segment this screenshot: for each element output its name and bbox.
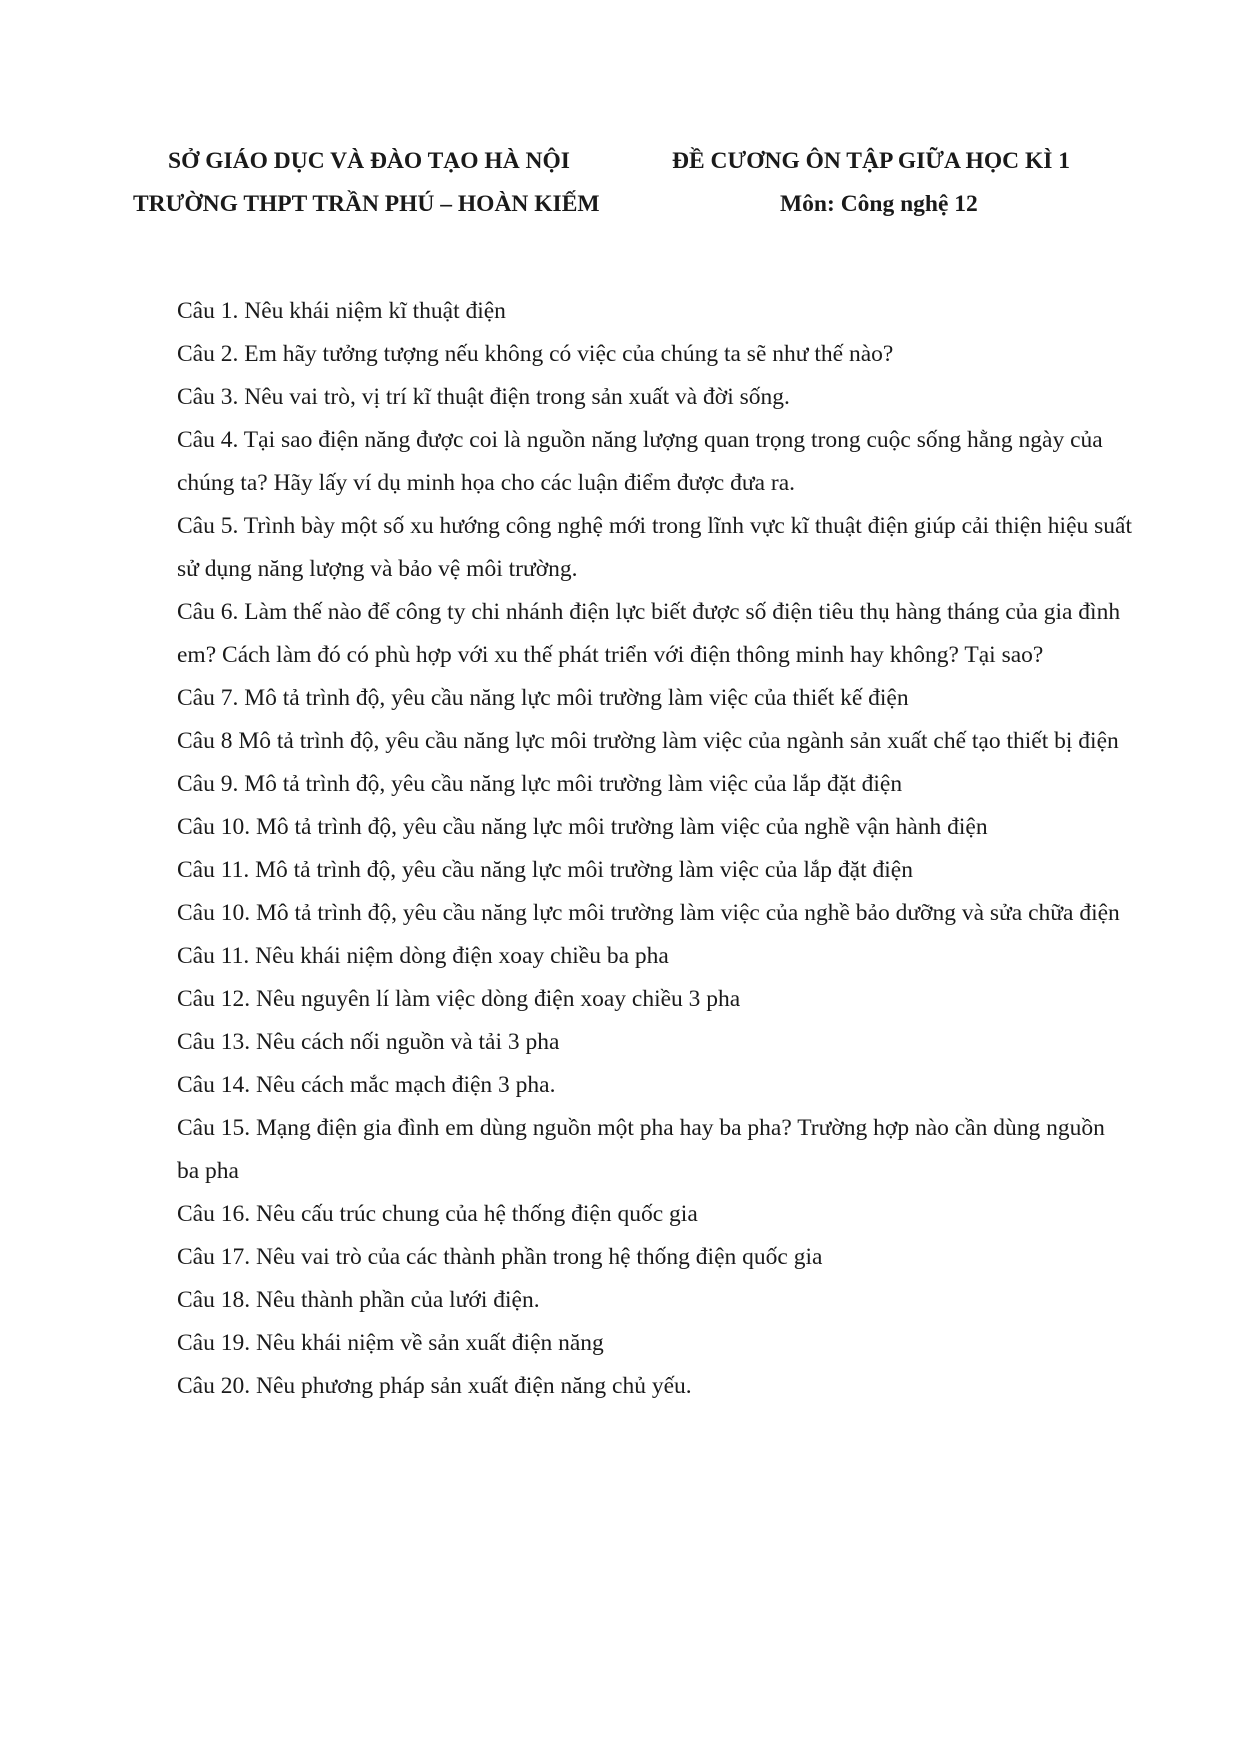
question-item: Câu 8 Mô tả trình độ, yêu cầu năng lực môi trường làm việc của ngành sản xuất chế tạo thiết bị điện xyxy=(177,728,1119,754)
question-item: Câu 17. Nêu vai trò của các thành phần trong hệ thống điện quốc gia xyxy=(177,1244,823,1270)
question-list xyxy=(177,290,1132,1408)
question-item: Câu 5. Trình bày một số xu hướng công nghệ mới trong lĩnh vực kĩ thuật điện giúp cải thiện hiệu suất sử dụng năng lượng và bảo vệ môi trường. xyxy=(177,513,1132,582)
department-name: SỞ GIÁO DỤC VÀ ĐÀO TẠO HÀ NỘI xyxy=(168,148,570,174)
question-item: Câu 14. Nêu cách mắc mạch điện 3 pha. xyxy=(177,1072,556,1098)
question-item: Câu 6. Làm thế nào để công ty chi nhánh điện lực biết được số điện tiêu thụ hàng tháng của gia đình em? Cách làm đó có phù hợp với xu thế phát triển với điện thông minh hay không? Tại sao? xyxy=(177,599,1121,668)
question-item: Câu 10. Mô tả trình độ, yêu cầu năng lực môi trường làm việc của nghề bảo dưỡng và sửa chữa điện xyxy=(177,900,1120,926)
question-item: Câu 11. Nêu khái niệm dòng điện xoay chiều ba pha xyxy=(177,943,669,969)
question-item: Câu 4. Tại sao điện năng được coi là nguồn năng lượng quan trọng trong cuộc sống hằng ngày của chúng ta? Hãy lấy ví dụ minh họa cho các luận điểm được đưa ra. xyxy=(177,427,1103,496)
document-title: ĐỀ CƯƠNG ÔN TẬP GIỮA HỌC KÌ 1 xyxy=(672,148,1071,174)
subject-label: Môn: Công nghệ 12 xyxy=(780,191,978,217)
question-item: Câu 16. Nêu cấu trúc chung của hệ thống điện quốc gia xyxy=(177,1201,698,1227)
question-item: Câu 13. Nêu cách nối nguồn và tải 3 pha xyxy=(177,1029,560,1055)
question-item: Câu 20. Nêu phương pháp sản xuất điện năng chủ yếu. xyxy=(177,1373,692,1399)
question-item: Câu 19. Nêu khái niệm về sản xuất điện năng xyxy=(177,1330,604,1356)
question-item: Câu 2. Em hãy tưởng tượng nếu không có việc của chúng ta sẽ như thế nào? xyxy=(177,341,894,367)
question-item: Câu 12. Nêu nguyên lí làm việc dòng điện xoay chiều 3 pha xyxy=(177,986,741,1012)
question-item: Câu 3. Nêu vai trò, vị trí kĩ thuật điện trong sản xuất và đời sống. xyxy=(177,384,790,410)
school-name: TRƯỜNG THPT TRẦN PHÚ – HOÀN KIẾM xyxy=(133,191,600,217)
question-item: Câu 10. Mô tả trình độ, yêu cầu năng lực môi trường làm việc của nghề vận hành điện xyxy=(177,814,988,840)
question-item: Câu 18. Nêu thành phần của lưới điện. xyxy=(177,1287,540,1313)
question-item: Câu 1. Nêu khái niệm kĩ thuật điện xyxy=(177,298,506,324)
question-item: Câu 15. Mạng điện gia đình em dùng nguồn một pha hay ba pha? Trường hợp nào cần dùng nguồn ba pha xyxy=(177,1115,1105,1184)
question-item: Câu 11. Mô tả trình độ, yêu cầu năng lực môi trường làm việc của lắp đặt điện xyxy=(177,857,913,883)
question-item: Câu 9. Mô tả trình độ, yêu cầu năng lực môi trường làm việc của lắp đặt điện xyxy=(177,771,903,797)
question-item: Câu 7. Mô tả trình độ, yêu cầu năng lực môi trường làm việc của thiết kế điện xyxy=(177,685,909,711)
